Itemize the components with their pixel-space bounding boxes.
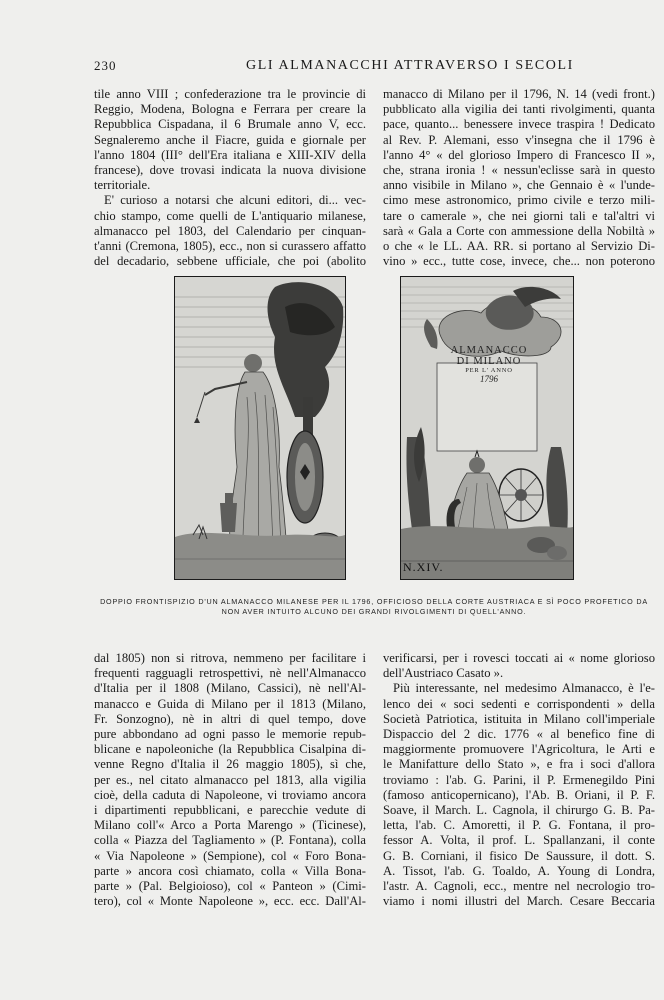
text-line: i dipartimenti repubblicani, e parecchie vedute di [94,803,366,818]
text-line: « Via Napoleone » (Sempione), col « Foro Bona- [94,848,366,863]
text-line: vino » ecc., tutte cose, invece, che... non poterono [383,254,655,269]
text-line: pubblicato alla vigilia dei tanti rivolgimenti, quanta [383,102,655,117]
text-line: l'anno 4° « del glorioso Impero di Francesco II », [383,147,655,162]
caption-line: DOPPIO FRONTISPIZIO D'UN ALMANACCO MILANESE PER IL 1796, OFFICIOSO DELLA CORTE AUSTRIACA E SÌ POCO PROFETICO DA [100,597,648,606]
text-line: le Manifatture dello Stato », e fra i soci d'allora [383,757,655,772]
text-line: francese), dove trovasi indicata la nuova divisione [94,163,366,178]
caption-line: NON AVER INTUITO ALCUNO DEI GRANDI RIVOLGIMENTI DI QUELL'ANNO. [221,607,527,616]
austria-allegory-engraving-icon [401,277,573,579]
text-line: t'anni (Cremona, 1805), ecc., non si curassero affatto [94,239,366,254]
bottom-right-column [383,651,655,909]
text-line: Dispaccio del 2 dic. 1776 « al benefico fine di [383,727,655,742]
paragraph [94,651,366,909]
text-line: chio stampo, come quelli de L'antiquario milanese, [94,208,366,223]
text-line: tile anno VIII ; confederazione tra le provincie di [94,87,366,101]
text-line: dell'Austriaco Casato ». [383,666,504,681]
text-line: parte » ancora così chiamato, colla « Villa Bona- [94,863,366,878]
right-frontispiece-plate [400,276,574,580]
text-line: territoriale. [94,178,151,193]
almanac-year: 1796 [480,374,498,384]
text-line: del decadario, sebbene ufficiale, che poi (abolito [94,254,366,269]
almanac-title-line-3: PER L' ANNO [465,367,513,374]
text-line: pace, quanto... benessere invece traspira ! Dedicato [383,117,655,132]
text-line: verificarsi, per i rovesci toccati ai « nome glorioso [383,651,655,665]
text-line: dal 1805) non si ritrova, nemmeno per facilitare i [94,651,366,665]
text-line: almanacco pel 1803, del Calendario per cinquan- [94,223,366,238]
text-line: cioè, della caduta di Napoleone, vi troviamo ancora [94,787,366,802]
text-line: l'anno 1804 (III° dell'Era italiana e XIII-XIV della [94,147,366,162]
text-line: manacco e Guida di Milano per il 1813 (Milano, [94,696,366,711]
text-line: che, strana ironia ! « nessun'eclisse sarà in questo [383,163,655,178]
text-line: (famoso anticopernicano), l'Ab. B. Oriani, il P. F. [383,787,655,802]
text-line: d'Italia per il 1808 (Milano, Cassici), nè nell'Al- [94,681,366,696]
text-line: viamo i nomi illustri del March. Cesare Beccaria [383,894,655,909]
top-right-column [383,87,655,269]
text-line: Repubblica Cispadana, il 6 Brumale anno V, ecc. [94,117,366,132]
double-frontispiece-figure [174,276,574,578]
text-line: al Rev. P. Alemani, esso v'insegna che il 1796 è [383,132,655,147]
almanac-title-line-1: ALMANACCO [450,345,528,356]
text-line: E' curioso a notarsi che alcuni editori, di... vec- [104,193,366,208]
text-line: anno visibile in Milano », che Gennaio è « l'unde- [383,178,655,193]
text-line: Reggio, Modena, Bologna e Ferrara per creare la [94,102,366,117]
text-line: parte » (Pal. Belgioioso), col « Panteon » (Cimi- [94,879,366,894]
text-line: lenco dei « soci sedenti e corrispondenti » della [383,696,655,711]
text-line: venne Regno d'Italia il 26 maggio 1805), sì che, [94,757,366,772]
text-line: G. B. Corniani, il fisico De Saussure, il dott. S. [383,848,655,863]
text-line: Segnaleremo anche il Fiacre, guida e giornale per [94,132,366,147]
plate-number: N.XIV. [403,560,444,574]
bottom-left-column [94,651,366,909]
running-title: GLI ALMANACCHI ATTRAVERSO I SECOLI [246,58,574,73]
text-line: fessor A. Volta, il prof. L. Spallanzani, il conte [383,833,655,848]
paragraph [383,651,655,909]
text-line: o che « le LL. AA. RR. si portano al Servizio Di- [383,239,655,254]
left-frontispiece-plate [174,276,346,580]
top-left-column [94,87,366,269]
text-line: A. Tissot, l'ab. G. Toaldo, A. Young di Londra, [383,863,655,878]
text-line: frequenti ragguagli retrospettivi, nè nell'Almanacco [94,666,366,681]
text-line: l'astr. A. Cagnoli, ecc., mentre nel necrologio tro- [383,879,655,894]
paragraph [383,87,655,269]
text-line: letta, l'ab. C. Amoretti, il P. G. Fontana, il pro- [383,818,655,833]
text-line: maggiormente promuovere l'Agricoltura, le Arti e [383,742,655,757]
text-line: per es., nel citato almanacco pel 1813, alla vigilia [94,772,366,787]
text-line: colla « Piazza del Tagliamento » (P. Fontana), colla [94,833,366,848]
text-line: Soave, il March. L. Cagnola, il chirurgo G. B. Pa- [383,803,655,818]
text-line: Società Patriotica, istituita in Milano coll'imperiale [383,711,655,726]
text-line: pure abbondano ad ogni passo le memorie repub- [94,727,366,742]
text-line: Milano coll'« Arco a Porta Marengo » (Ticinese), [94,818,366,833]
almanac-title-line-2: DI MILANO [456,356,522,367]
text-line: manacco di Milano per il 1796, N. 14 (vedi front.) [383,87,655,101]
page-header [94,58,654,78]
text-line: tero), col « Monte Napoleone », ecc. ecc. Dall'Al- [94,894,366,909]
text-line: Più interessante, nel medesimo Almanacco, è l'e- [393,681,655,696]
text-line: Fr. Sonzogno), nè in altri di quel tempo, dove [94,711,366,726]
text-line: blicane e napoleoniche (la Repubblica Cisalpina di- [94,742,366,757]
figure-caption [94,597,654,617]
text-line: cimo mese astronomico, primo civile e terzo mili- [383,193,655,208]
almanac-title-block [441,345,537,384]
text-line: troviamo : l'ab. G. Parini, il P. Ermenegildo Pini [383,772,655,787]
text-line: tare o camerale », che nei giorni tali e tal'altri vi [383,208,655,223]
page-number: 230 [94,58,117,73]
text-line: sarà « Gala a Corte con ammessione della Nobiltà » [383,223,655,238]
paragraph [94,87,366,269]
allegorical-figure-engraving-icon [175,277,345,579]
